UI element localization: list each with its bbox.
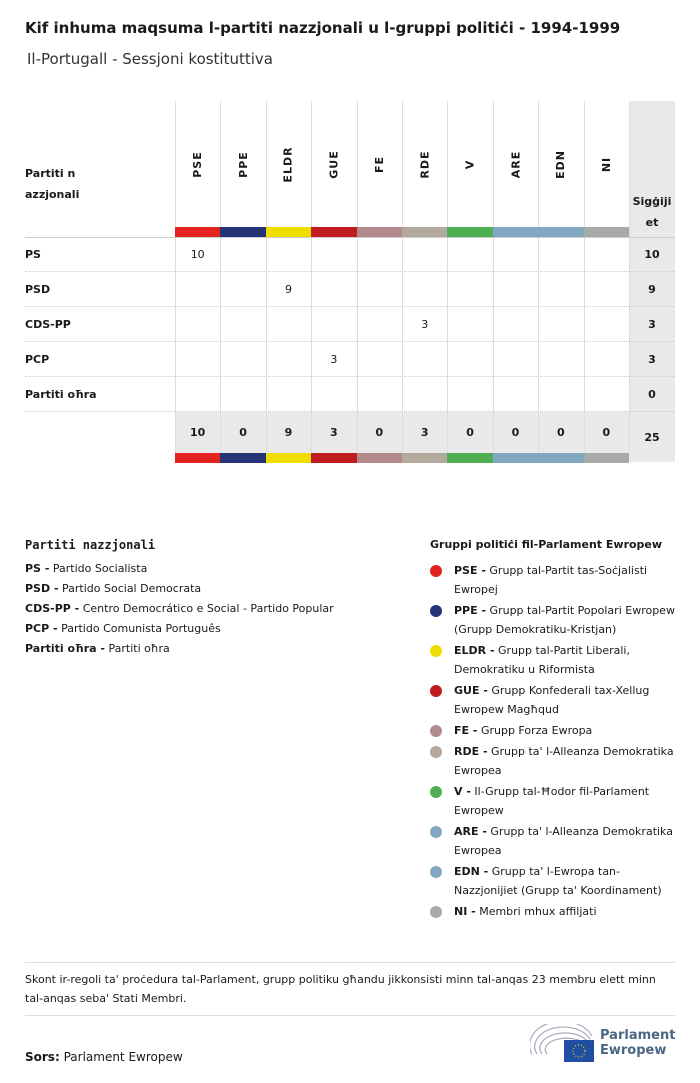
group-color-dot [430,605,442,617]
group-legend-item [430,561,680,599]
group-legend-item [430,641,680,679]
row-total: 0 [648,387,656,401]
column-header-ppe [220,101,265,227]
group-name: Grupp tal-Partit tas-Soċjalisti Ewropej [454,564,648,596]
group-color-dot [430,746,442,758]
source-value: Parlament Ewropew [63,1050,183,1064]
seat-value: 9 [284,282,292,296]
group-abbr: ARE - [454,825,487,838]
party-legend-item [25,582,334,595]
column-header-label: PPE [236,150,250,178]
group-legend-item [430,822,680,860]
group-name: Grupp ta' l-Alleanza Demokratika Ewropea [454,745,674,777]
party-legend-item [25,622,334,635]
seat-value: 10 [190,247,205,261]
party-abbr: CDS-PP - [25,602,80,615]
table-row [25,237,675,272]
column-total: 10 [190,426,206,439]
logo-line1: Parlament [600,1028,676,1043]
group-legend-item [430,782,680,820]
group-legend-item [430,742,680,780]
group-color-bar [493,227,538,237]
column-header-label: ARE [508,150,522,178]
group-name: Grupp tal-Partit Liberali, Demokratiku u Riformista [454,644,630,676]
row-header: Partiti nazzjonali [25,167,80,201]
party-name: Partido Socialista [52,562,148,575]
column-header-label: FE [372,155,386,173]
column-total: 9 [284,426,293,439]
group-name: Il-Grupp tal-Ħodor fil-Parlament Ewropew [454,785,650,817]
parliament-logo [530,1024,675,1062]
divider [25,962,675,963]
column-header-rde [402,101,447,227]
group-color-dot [430,645,442,657]
group-abbr: V - [454,785,471,798]
group-color-bar [175,227,220,237]
group-name: Grupp tal-Partit Popolari Ewropew (Grupp Demokratiku-Kristjan) [454,604,675,636]
group-color-bar [402,453,447,463]
group-abbr: PPE - [454,604,487,617]
row-party-label: PSD [25,282,51,296]
seat-value: 3 [330,352,338,366]
column-header-v [447,101,492,227]
group-color-bar [357,227,402,237]
group-abbr: GUE - [454,684,488,697]
hemicycle-flag-icon [530,1024,594,1062]
group-color-bar [447,227,492,237]
column-header-fe [357,101,402,227]
group-color-dot [430,786,442,798]
party-abbr: Partiti oħra - [25,642,105,655]
column-header-label: PSE [191,150,205,178]
group-abbr: EDN - [454,865,489,878]
group-abbr: NI - [454,905,476,918]
row-total: 10 [644,247,660,261]
group-color-bar [538,453,583,463]
group-color-bar [584,227,629,237]
group-color-bar [493,453,538,463]
column-header-eldr [266,101,311,227]
column-total: 3 [420,426,429,439]
party-abbr: PS - [25,562,50,575]
chart-title: Kif inhuma maqsuma l-partiti nazzjonali u l-gruppi politiċi - 1994-1999 [25,19,621,37]
party-legend-item [25,602,334,615]
group-name: Grupp ta' l-Alleanza Demokratika Ewropea [454,825,673,857]
source [25,1050,183,1064]
group-abbr: PSE - [454,564,486,577]
group-color-dot [430,725,442,737]
party-name: Partiti oħra [108,642,170,655]
grand-total: 25 [644,430,660,444]
group-color-bar [220,227,265,237]
group-name: Membri mhux affiljati [479,905,597,918]
row-party-label: CDS-PP [25,317,71,331]
group-name: Grupp ta' l-Ewropa tan-Nazzjonijiet (Grupp ta' Koordinament) [454,865,662,897]
group-color-bar [220,453,265,463]
divider [25,1015,675,1016]
group-legend-item [430,601,680,639]
row-party-label: PS [25,247,41,261]
logo-line2: Ewropew [600,1043,667,1058]
group-legend-item [430,681,680,719]
column-total: 0 [511,426,520,439]
group-color-dot [430,826,442,838]
group-legend [430,538,680,923]
group-color-dot [430,906,442,918]
group-color-dot [430,565,442,577]
row-total: 3 [648,352,656,366]
column-total: 0 [602,426,611,439]
group-color-dot [430,685,442,697]
group-abbr: FE - [454,724,478,737]
group-legend-title: Gruppi politiċi fil-Parlament Ewropew [430,538,663,551]
row-party-label: PCP [25,352,50,366]
column-total: 0 [239,426,247,439]
group-abbr: RDE - [454,745,488,758]
group-abbr: ELDR - [454,644,495,657]
footnote: Skont ir-regoli ta' proċedura tal-Parlament, grupp politiku għandu jikkonsisti minn tal-anqas 23 membru elett minn tal-anqas seba' Stati Membri. [25,973,656,1005]
row-total: 9 [648,282,656,296]
column-total: 0 [557,426,565,439]
table-row [25,342,675,377]
column-header-label: EDN [554,149,568,179]
table-row [25,272,675,307]
column-header-label: ELDR [281,145,295,183]
group-color-bar [175,453,220,463]
group-color-bar [311,453,356,463]
column-total: 0 [466,426,474,439]
column-header-gue [311,101,356,227]
table-row [25,307,675,342]
source-label: Sors: [25,1050,60,1064]
group-color-bar [266,453,311,463]
group-name: Grupp Forza Ewropa [480,724,593,737]
column-total: 3 [330,426,338,439]
column-header-edn [538,101,583,227]
party-name: Centro Democrático e Social - Partido Popular [82,602,334,615]
row-party-label: Partiti oħra [25,387,97,401]
table-row [25,377,675,412]
group-color-bar [357,453,402,463]
group-color-dot [430,866,442,878]
group-legend-item [430,902,680,921]
total-header: Sigġijiet [632,195,672,229]
column-header-are [493,101,538,227]
party-legend-title: Partiti nazzjonali [25,538,156,552]
group-color-bar [538,227,583,237]
group-color-bar [266,227,311,237]
group-name: Grupp Konfederali tax-Xellug Ewropew Magħqud [454,684,650,716]
party-abbr: PCP - [25,622,58,635]
column-header-label: RDE [418,149,432,179]
column-header-pse [175,101,220,227]
group-color-bar [402,227,447,237]
column-total: 0 [375,426,384,439]
party-legend [25,538,334,662]
column-header-label: NI [599,156,613,172]
group-color-bar [311,227,356,237]
party-abbr: PSD - [25,582,59,595]
party-name: Partido Comunista Português [61,622,221,635]
group-color-bar [447,453,492,463]
group-legend-item [430,721,680,740]
party-legend-item [25,562,334,575]
column-header-ni [584,101,629,227]
seat-value: 3 [421,317,429,331]
chart-subtitle: Il-Portugall - Sessjoni kostituttiva [27,50,273,68]
column-header-label: V [463,159,477,169]
column-header-label: GUE [327,149,341,179]
group-legend-item [430,862,680,900]
party-name: Partido Social Democrata [62,582,202,595]
row-total: 3 [648,317,656,331]
group-color-bar [584,453,629,463]
party-legend-item [25,642,334,655]
